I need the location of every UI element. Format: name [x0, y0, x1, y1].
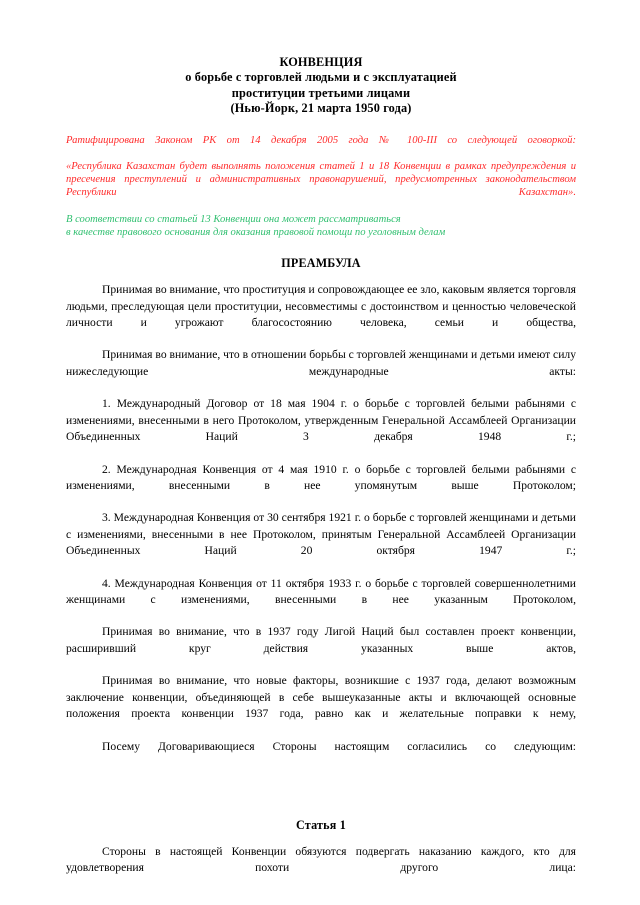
preamble-list-item: 1. Международный Договор от 18 мая 1904 г. о борьбе с торговлей белыми рабынями с изменениями, внесенными в него Протоколом, утвержденным Генеральной Ассамблеей Организации Объединенных Наций 3 декабря 1948 г.; — [66, 397, 576, 443]
preamble-list-item: 2. Международная Конвенция от 4 мая 1910 г. о борьбе с торговлей белыми рабынями с изменениями, внесенными в нее упомянутым выше Протоколом; — [66, 462, 576, 492]
ratification-note — [66, 134, 576, 240]
ratification-green-line-2: в качестве правового основания для оказания правовой помощи по уголовным делам — [66, 227, 446, 239]
article-body — [66, 844, 576, 893]
preamble-paragraph: Посему Договаривающиеся Стороны настоящим согласились со следующим: — [102, 739, 576, 753]
preamble-heading: ПРЕАМБУЛА — [281, 256, 361, 271]
title-line-1: КОНВЕНЦИЯ — [279, 55, 363, 69]
preamble-paragraph: Принимая во внимание, что проституция и сопровождающее ее зло, каковым является торговля людьми, преследующая цели проституции, несовместимы с достоинством и ценностью человеческой личности и угрожают благосостоянию человека, семьи и общества, — [66, 283, 576, 329]
preamble-body — [66, 282, 576, 771]
document-title — [66, 55, 576, 117]
ratification-red-line-1: Ратифицирована Законом РК от 14 декабря 2005 года № 100-III со следующей оговоркой: — [66, 134, 576, 146]
article-heading: Статья 1 — [296, 818, 346, 833]
title-line-2: о борьбе с торговлей людьми и с эксплуатацией — [185, 70, 457, 85]
ratification-red-line-2: «Республика Казахстан будет выполнять положения статей 1 и 18 Конвенции в рамках предупреждения и пресечения преступлений и административных правонарушений, предусмотренных законодательством Республики Казахстан». — [66, 161, 576, 199]
ratification-green-line-1: В соответствии со статьей 13 Конвенции она может рассматриваться — [66, 213, 401, 225]
preamble-paragraph: Принимая во внимание, что новые факторы, возникшие с 1937 года, делают возможным заключение конвенции, объединяющей в себе вышеуказанные акты и включающей основные положения проекта конвенции 1937 года, равно как и желательные поправки к нему, — [66, 674, 576, 720]
title-line-3: проституции третьими лицами — [231, 85, 411, 100]
preamble-paragraph: Принимая во внимание, что в 1937 году Лигой Наций был составлен проект конвенции, расширивший круг действия указанных выше актов, — [66, 625, 576, 655]
preamble-list-item: 3. Международная Конвенция от 30 сентября 1921 г. о борьбе с торговлей женщинами и детьми с изменениями, внесенными в нее Протоколом, принятым Генеральной Ассамблеей Организации Объединенных Наций 20 октября 1947 г.; — [66, 511, 576, 557]
preamble-list-item: 4. Международная Конвенция от 11 октября 1933 г. о борьбе с торговлей совершеннолетними женщинами с изменениями, внесенными в нее указанным Протоколом, — [66, 576, 576, 606]
title-line-4: (Нью-Йорк, 21 марта 1950 года) — [230, 101, 412, 116]
preamble-paragraph: Принимая во внимание, что в отношении борьбы с торговлей женщинами и детьми имеют силу нижеследующие международные акты: — [66, 348, 576, 378]
article-paragraph: Стороны в настоящей Конвенции обязуются подвергать наказанию каждого, кто для удовлетворения похоти другого лица: — [66, 845, 576, 875]
